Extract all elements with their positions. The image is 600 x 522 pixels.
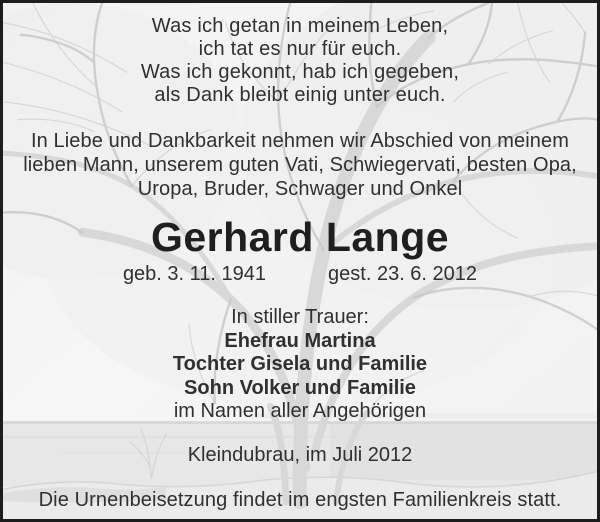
- verse-line: als Dank bleibt einig unter euch.: [154, 84, 446, 106]
- life-dates: [3, 263, 597, 285]
- mourners-block: [3, 306, 597, 424]
- farewell-line: Uropa, Bruder, Schwager und Onkel: [137, 178, 463, 200]
- farewell-paragraph: [3, 129, 597, 201]
- birth-date: geb. 3. 11. 1941: [122, 263, 267, 285]
- deceased-name: Gerhard Lange: [150, 214, 450, 260]
- mourner-line: Tochter Gisela und Familie: [172, 353, 428, 375]
- verse-line: Was ich getan in meinem Leben,: [151, 15, 449, 37]
- funeral-info: Die Urnenbeisetzung findet im engsten Familienkreis statt.: [38, 489, 562, 511]
- place-and-date: Kleindubrau, im Juli 2012: [187, 444, 413, 466]
- death-date: gest. 23. 6. 2012: [328, 263, 478, 285]
- mourning-intro: In stiller Trauer:: [231, 306, 369, 328]
- verse-line: Was ich gekonnt, hab ich gegeben,: [140, 61, 460, 83]
- opening-verse: [3, 15, 597, 107]
- mourner-line: Ehefrau Martina: [224, 329, 376, 352]
- farewell-line: lieben Mann, unserem guten Vati, Schwiegervati, besten Opa,: [23, 154, 577, 176]
- mourners-note: im Namen aller Angehörigen: [173, 400, 427, 422]
- mourner-line: Sohn Volker und Familie: [184, 376, 416, 399]
- verse-line: ich tat es nur für euch.: [198, 38, 402, 60]
- farewell-line: In Liebe und Dankbarkeit nehmen wir Abschied von meinem: [30, 130, 570, 152]
